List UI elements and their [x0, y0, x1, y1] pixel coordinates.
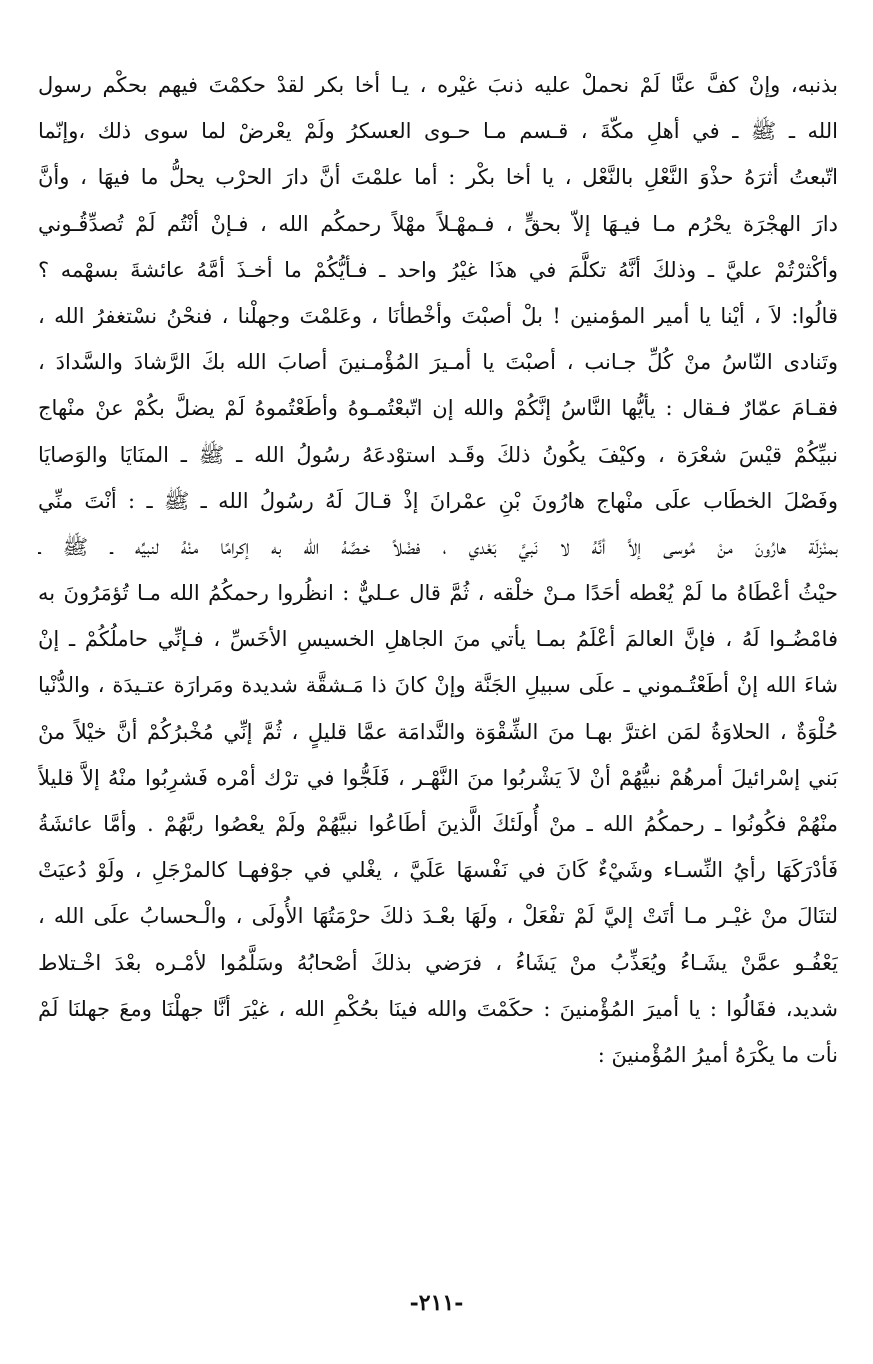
text-line: وتَنادى النّاسُ منْ كُلِّ جـانب ، أصبْتَ يا أمـيرَ المُؤْمـنينَ أصابَ الله بكَ الرَّشادَ والسَّدادَ ، [38, 350, 838, 375]
text-line-last: نأت ما يكْرَهُ أميرُ المُؤْمنينَ : [597, 1042, 838, 1067]
text-line: فقـامَ عمّارٌ فـقال : يأيُّها النَّاسُ إنَّكُمْ والله إن اتّبعْتُمـوهُ وأطَعْتُموهُ لَمْ يضلَّ بكُمْ عنْ منْهاج [38, 396, 838, 421]
text-line: شاءَ الله إنْ أطَعْتُـموني ـ علَى سبيلِ الجَنَّة وإنْ كانَ ذا مَـشقَّة شديدة ومَرارَة عتـيدَة ، والدُّنْيا [38, 673, 838, 698]
text-line: حيْثُ أعْطَاهُ ما لَمْ يُعْطه أحَدًا مـنْ خلْقه ، ثُمَّ قال عـليٌّ : انظُروا رحمكُمُ الله مـا تُؤمَرُونَ به [38, 581, 838, 606]
text-line: حُلْوَةٌ ، الحلاوَةُ لمَن اغترَّ بهـا منَ الشِّقْوَة والنَّدامَة عمَّا قليلٍ ، ثُمَّ إنِّي مُخْبرُكُمْ أنَّ خيْلاً منْ [38, 719, 838, 744]
text-line: بَني إسْرائيلَ أمرهُمْ نبيُّهُمْ أنْ لاَ يَشْربُوا منَ النَّهْـر ، فَلَجُّوا في ترْك أمْره فَشرِبُوا منْهُ إلاَّ قليلاً [38, 765, 838, 790]
text-line: الله ـ ﷺ ـ في أهلِ مكّةَ ، قـسم مـا حـوى العسكرُ ولَمْ يعْرضْ لما سوى ذلك ،وإنّما [38, 119, 838, 144]
text-line: فَأدْرَكَهَا رأيُ النِّسـاء وشَيْءٌ كَانَ في نَفْسهَا عَلَيَّ ، يغْلي في جوْفهـا كالمرْجَلِ ، ولَوْ دُعيَتْ [38, 858, 838, 883]
text-line: فامْضُـوا لَهُ ، فإنَّ العالمَ أعْلَمُ بمـا يأتي منَ الجاهلِ الخسيسِ الأخَسِّ ، فـإنِّي حاملُكُمْ ـ إنْ [38, 627, 838, 652]
text-line: نبيِّكُمْ قيْسَ شعْرَة ، وكيْفَ يكُونُ ذلكَ وقَـد استوْدعَهُ رسُولُ الله ـ ﷺ ـ المنَايَا والوَصايَا [38, 442, 838, 467]
body-text [38, 62, 838, 1078]
text-line: يَعْفُـو عمَّنْ يشَـاءُ ويُعَذِّبُ منْ يَشَاءُ ، فرَضي بذلكَ أصْحابُهُ وسَلَّمُوا لأمْـره بعْدَ اخْـتلاط [38, 950, 838, 975]
text-line: وفَصْلَ الخطَاب علَى منْهاج هارُونَ بْنِ عمْرانَ إذْ قـالَ لَهُ رسُولُ الله ـ ﷺ ـ : أنْتَ منِّي [38, 488, 838, 513]
text-line: وأكْثرْتُمْ عليَّ ـ وذلكَ أنَّهُ تكلَّمَ في هذَا غيْرُ واحد ـ فـأيُّكُمْ ما أخـذَ أمَّهُ عائشةَ بسهْمه ؟ [38, 257, 838, 282]
text-line: قالُوا: لاَ ، أيْنا يا أمير المؤمنين ! بلْ أصبْتَ وأخْطأنَا ، وعَلمْتَ وجهلْنا ، فنحْنُ نسْتغفرُ الله ، [38, 303, 838, 328]
text-line: بذنبه، وإنْ كفَّ عنَّا لَمْ نحملْ عليه ذنبَ غيْره ، يـا أخا بكر لقدْ حكمْتَ فيهم بحكْم رسول [38, 73, 838, 97]
text-line: بمنْزلَة هارُونَ منْ مُوسى إلاَّ أنَّهُ لا نَبيَّ بَعْدي ، فضْلاً خـصَّهُ الله به إكرامًا منْهُ لنبيِّه ـ ﷺ ـ [38, 534, 838, 559]
text-line: اتّبعتُ أثرَهُ حذْوَ النَّعْلِ بالنَّعْل ، يا أخا بكْر : أما علمْتَ أنَّ دارَ الحرْب يحلُّ ما فيهَا ، وأنَّ [38, 165, 838, 190]
text-line: منْهُمْ فكُونُوا ـ رحمكُمُ الله ـ منْ أُولَئكَ الَّذينَ أطَاعُوا نبيَّهُمْ ولَمْ يعْصُوا ربَّهُمْ . وأمَّا عائشَةُ [38, 812, 838, 836]
text-line: لتنَالَ منْ غيْـر مـا أتَتْ إليَّ لَمْ تفْعَلْ ، ولَهَا بعْـدَ ذلكَ حرْمَتُهَا الأُولَى ، والْـحسابُ علَى الله ، [38, 904, 838, 929]
text-line: دارَ الهجْرَة يحْرُم مـا فيـهَا إلاّ بحقٍّ ، فـمهْـلاً مهْلاً رحمكُم الله ، فـإنْ أنْتُم لَمْ تُصدِّقُـوني [38, 211, 838, 236]
text-line: شديد، فقَالُوا : يا أميرَ المُؤْمنينَ : حكَمْتَ والله فينَا بحُكْمِ الله ، غيْرَ أنَّا جهلْنَا ومعَ جهلنَا لَمْ [38, 996, 838, 1021]
page-number: -٢١١- [409, 1290, 464, 1316]
